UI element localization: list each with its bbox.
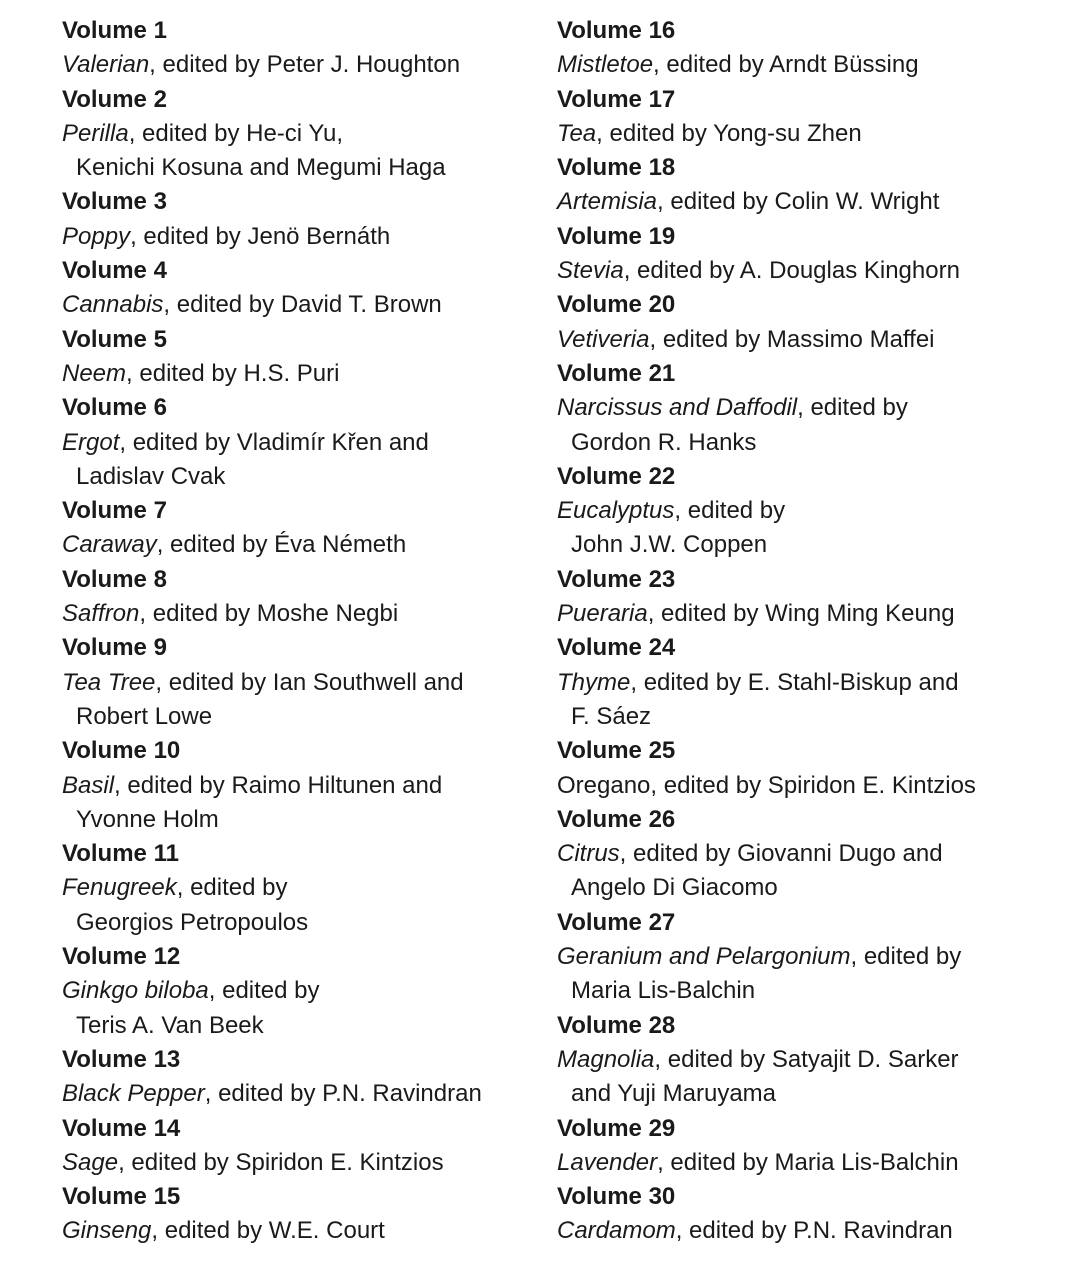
- volume-editors: , edited by David T. Brown: [163, 291, 442, 319]
- volume-entry: [62, 254, 532, 323]
- volume-title-line: [62, 769, 532, 803]
- volume-title: Perilla: [62, 119, 129, 147]
- volume-title-line: [62, 666, 532, 700]
- volume-editors: , edited by Colin W. Wright: [657, 188, 940, 216]
- volume-entry: [557, 83, 1062, 152]
- volume-editors: , edited by H.S. Puri: [126, 359, 340, 387]
- volume-editors: , edited by Massimo Maffei: [649, 325, 935, 353]
- volume-number: Volume 13: [62, 1045, 181, 1073]
- volume-editors-continued: Angelo Di Giacomo: [571, 874, 778, 902]
- volume-entry: [62, 323, 532, 392]
- volume-title-line: [62, 48, 532, 82]
- volume-title-line: [62, 871, 532, 905]
- volume-entry: [62, 14, 532, 83]
- volume-editors: , edited by Yong-su Zhen: [596, 119, 862, 147]
- volume-title-line: [62, 1146, 532, 1180]
- volume-title-line: [557, 940, 1062, 974]
- volume-title: Ergot: [62, 428, 120, 456]
- volume-number: Volume 25: [557, 737, 676, 765]
- volume-title-line: [557, 837, 1062, 871]
- volume-entry: [62, 940, 532, 1043]
- volume-title: Pueraria: [557, 600, 648, 628]
- volume-title-line: [62, 117, 532, 151]
- volume-entry: [557, 906, 1062, 1009]
- volume-editors: , edited by Moshe Negbi: [139, 600, 399, 628]
- volume-title: Ginkgo biloba: [62, 977, 209, 1005]
- volume-title-line: [557, 1214, 1062, 1248]
- volume-title: Cannabis: [62, 291, 164, 319]
- volume-title: Narcissus and Daffodil: [557, 394, 798, 422]
- volume-number: Volume 6: [62, 394, 167, 422]
- volume-editors: , edited by Vladimír Křen and: [119, 428, 429, 456]
- volume-title: Stevia: [557, 257, 624, 285]
- volume-entry: [557, 803, 1062, 906]
- volume-entry: [557, 357, 1062, 460]
- volume-number: Volume 21: [557, 359, 676, 387]
- volume-title-line: [557, 494, 1062, 528]
- volume-title-line: [557, 597, 1062, 631]
- volume-editors: , edited by Éva Németh: [156, 531, 407, 559]
- volume-title: Thyme: [557, 668, 631, 696]
- volume-number: Volume 8: [62, 565, 167, 593]
- volume-entry: [557, 220, 1062, 289]
- volume-number: Volume 14: [62, 1114, 181, 1142]
- volume-entry: [557, 151, 1062, 220]
- volume-title-line: [557, 254, 1062, 288]
- volume-number: Volume 9: [62, 634, 167, 662]
- volume-title: Basil: [62, 771, 115, 799]
- volume-title-line: [557, 391, 1062, 425]
- volume-number: Volume 5: [62, 325, 167, 353]
- volume-editors: Oregano, edited by Spiridon E. Kintzios: [557, 771, 976, 799]
- volume-number: Volume 3: [62, 188, 167, 216]
- volume-title: Vetiveria: [557, 325, 650, 353]
- volume-number: Volume 26: [557, 805, 676, 833]
- volume-number: Volume 23: [557, 565, 676, 593]
- volume-title-line: [62, 974, 532, 1008]
- volume-editors-continued: Ladislav Cvak: [76, 462, 226, 490]
- volume-number: Volume 11: [62, 840, 179, 868]
- volume-number: Volume 10: [62, 737, 181, 765]
- volume-title-line: [62, 1214, 532, 1248]
- volume-editors: , edited by Satyajit D. Sarker: [654, 1045, 959, 1073]
- volume-editors-continued: Georgios Petropoulos: [76, 908, 309, 936]
- volume-title-line: [557, 117, 1062, 151]
- volume-title: Fenugreek: [62, 874, 177, 902]
- volume-editors: , edited by Wing Ming Keung: [647, 600, 955, 628]
- volume-entry: [62, 1180, 532, 1249]
- volume-editors: , edited by W.E. Court: [151, 1217, 385, 1245]
- volume-editors: , edited by A. Douglas Kinghorn: [623, 257, 960, 285]
- volume-editors-continued: and Yuji Maruyama: [571, 1080, 777, 1108]
- volume-title: Valerian: [62, 51, 150, 79]
- volume-title: Eucalyptus: [557, 497, 675, 525]
- volume-title: Magnolia: [557, 1045, 655, 1073]
- volume-title: Tea Tree: [62, 668, 156, 696]
- volume-title: Lavender: [557, 1148, 658, 1176]
- volume-number: Volume 19: [557, 222, 676, 250]
- volume-editors: , edited by E. Stahl-Biskup and: [630, 668, 959, 696]
- volume-editors: , edited by Peter J. Houghton: [149, 51, 461, 79]
- volume-title: Geranium and Pelargonium: [557, 943, 851, 971]
- volume-editors: , edited by: [797, 394, 908, 422]
- volume-number: Volume 18: [557, 154, 676, 182]
- volume-entry: [62, 563, 532, 632]
- volume-entry: [557, 288, 1062, 357]
- volume-entry: [557, 14, 1062, 83]
- volume-number: Volume 12: [62, 943, 181, 971]
- volume-number: Volume 7: [62, 497, 167, 525]
- volume-number: Volume 15: [62, 1183, 181, 1211]
- volume-number: Volume 20: [557, 291, 676, 319]
- volume-editors: , edited by: [674, 497, 786, 525]
- volume-entry: [62, 734, 532, 837]
- volume-entry: [557, 1009, 1062, 1112]
- volume-number: Volume 1: [62, 17, 167, 44]
- volume-entry: [62, 83, 532, 186]
- volume-title: Tea: [557, 119, 597, 147]
- volume-entry: [557, 563, 1062, 632]
- volume-editors-continued: Maria Lis-Balchin: [571, 977, 756, 1005]
- volume-title: Ginseng: [62, 1217, 152, 1245]
- volume-title-line: [62, 597, 532, 631]
- volume-editors: , edited by Arndt Büssing: [653, 51, 919, 79]
- volume-title-line: [557, 1043, 1062, 1077]
- volume-entry: [62, 494, 532, 563]
- volume-editors: , edited by Spiridon E. Kintzios: [118, 1148, 444, 1176]
- volume-title-line: [62, 1077, 532, 1111]
- volume-title-line: [62, 288, 532, 322]
- volume-entry: [557, 1180, 1062, 1249]
- volume-entry: [62, 837, 532, 940]
- volume-entry: [62, 1043, 532, 1112]
- volume-title: Citrus: [557, 840, 620, 868]
- volume-editors: , edited by Jenö Bernáth: [130, 222, 391, 250]
- volume-number: Volume 16: [557, 17, 676, 44]
- volume-number: Volume 2: [62, 85, 167, 113]
- volume-entry: [62, 1112, 532, 1181]
- volume-editors: , edited by Maria Lis-Balchin: [657, 1148, 959, 1176]
- volume-title-line: [62, 528, 532, 562]
- volume-title-line: [557, 48, 1062, 82]
- volume-editors: , edited by Raimo Hiltunen and: [114, 771, 443, 799]
- volume-title: Mistletoe: [557, 51, 654, 79]
- volume-editors-continued: Teris A. Van Beek: [76, 1011, 264, 1039]
- volume-editors-continued: Robert Lowe: [76, 702, 213, 730]
- volume-entry: [557, 734, 1062, 803]
- volume-editors: , edited by Ian Southwell and: [155, 668, 464, 696]
- volume-entry: [62, 185, 532, 254]
- volume-number: Volume 29: [557, 1114, 676, 1142]
- volume-title-line: [557, 1146, 1062, 1180]
- right-column: [557, 14, 1062, 1249]
- volume-editors: , edited by He-ci Yu,: [128, 119, 344, 147]
- volume-editors-continued: Yvonne Holm: [76, 805, 219, 833]
- volume-title: Neem: [62, 359, 127, 387]
- volume-number: Volume 24: [557, 634, 676, 662]
- volume-editors: , edited by: [850, 943, 962, 971]
- volume-number: Volume 28: [557, 1011, 676, 1039]
- volume-editors-continued: F. Sáez: [571, 702, 652, 730]
- left-column: [62, 14, 532, 1249]
- volume-title-line: [62, 426, 532, 460]
- volume-editors-continued: Gordon R. Hanks: [571, 428, 757, 456]
- volume-entry: [557, 460, 1062, 563]
- volume-entry: [62, 631, 532, 734]
- volume-editors: , edited by: [208, 977, 320, 1005]
- volume-editors: , edited by Giovanni Dugo and: [619, 840, 943, 868]
- volume-title-line: [62, 357, 532, 391]
- volume-title: Cardamom: [557, 1217, 676, 1245]
- volume-editors-continued: Kenichi Kosuna and Megumi Haga: [76, 154, 446, 182]
- volume-editors: , edited by P.N. Ravindran: [204, 1080, 482, 1108]
- volume-title-line: [557, 323, 1062, 357]
- volume-title-line: [557, 185, 1062, 219]
- volume-number: Volume 22: [557, 462, 676, 490]
- volume-title-line: [557, 666, 1062, 700]
- volume-number: Volume 17: [557, 85, 676, 113]
- volume-title: Sage: [62, 1148, 119, 1176]
- volume-title: Black Pepper: [62, 1080, 205, 1108]
- volume-editors-continued: John J.W. Coppen: [571, 531, 768, 559]
- volume-entry: [557, 631, 1062, 734]
- volume-title: Artemisia: [557, 188, 658, 216]
- volume-editors: , edited by: [176, 874, 288, 902]
- volume-title-line: [62, 220, 532, 254]
- volume-number: Volume 30: [557, 1183, 676, 1211]
- volume-number: Volume 4: [62, 257, 167, 285]
- volume-entry: [62, 391, 532, 494]
- volume-title-line: [557, 769, 1062, 803]
- volume-title: Poppy: [62, 222, 131, 250]
- volume-entry: [557, 1112, 1062, 1181]
- volume-editors: , edited by P.N. Ravindran: [675, 1217, 953, 1245]
- volume-title: Saffron: [62, 600, 140, 628]
- volume-title: Caraway: [62, 531, 157, 559]
- volume-number: Volume 27: [557, 908, 676, 936]
